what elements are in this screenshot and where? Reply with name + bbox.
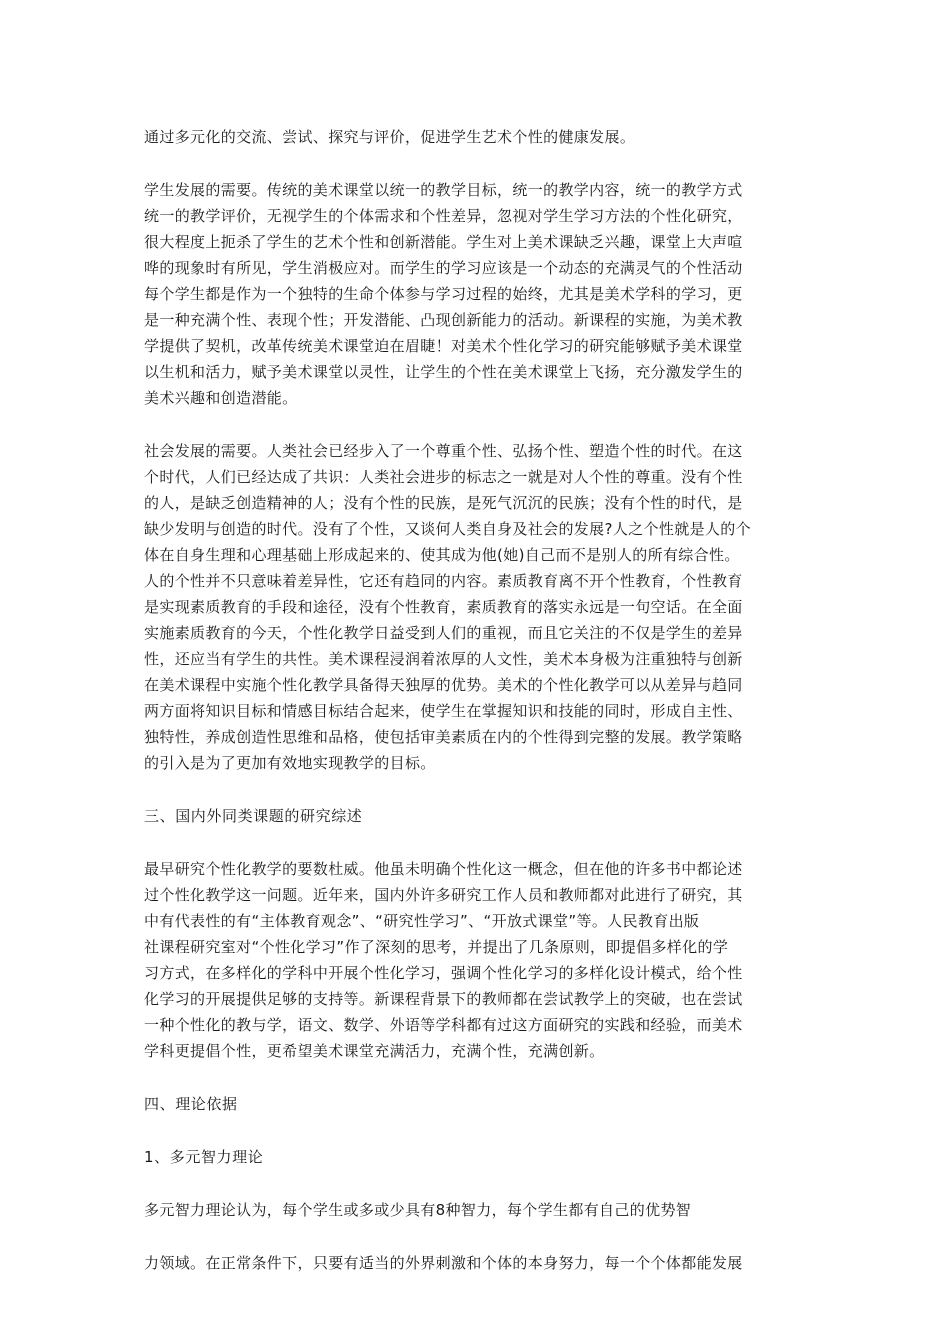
text-line: 社会发展的需要。人类社会已经步入了一个尊重个性、弘扬个性、塑造个性的时代。在这 [144,442,743,460]
text-line: 的人，是缺乏创造精神的人；没有个性的民族，是死气沉沉的民族；没有个性的时代，是 [144,494,743,512]
text-line: 独特性，养成创造性思维和品格，使包括审美素质在内的个性得到完整的发展。教学策略 [144,728,743,746]
subheading-multiple-intelligences [144,1144,808,1170]
document-body [144,124,808,1303]
text-line: 是实现素质教育的手段和途径，没有个性教育，素质教育的落实永远是一句空话。在全面 [144,598,743,616]
heading-text: 三、国内外同类课题的研究综述 [144,807,363,825]
text-line: 学科更提倡个性，更希望美术课堂充满活力，充满个性，充满创新。 [144,1042,605,1060]
text-line: 个时代，人们已经达成了共识：人类社会进步的标志之一就是对人个性的尊重。没有个性 [144,468,743,486]
text-line: 以生机和活力，赋予美术课堂以灵性，让学生的个性在美术课堂上飞扬，充分激发学生的 [144,363,743,381]
text-line: 学提供了契机，改革传统美术课堂迫在眉睫！对美术个性化学习的研究能够赋予美术课堂 [144,337,743,355]
text-line: 力领域。在正常条件下，只要有适当的外界刺激和个体的本身努力，每一个个体都能发展 [144,1254,743,1272]
text-line: 美术兴趣和创造潜能。 [144,389,298,407]
text-line: 两方面将知识目标和情感目标结合起来，使学生在掌握知识和技能的同时，形成自主性、 [144,702,743,720]
text-line: 社课程研究室对“个性化学习”作了深刻的思考，并提出了几条原则，即提倡多样化的学 [144,938,729,956]
text-line: 过个性化教学这一问题。近年来，国内外许多研究工作人员和教师都对此进行了研究，其 [144,886,743,904]
text-line: 是一种充满个性、表现个性；开发潜能、凸现创新能力的活动。新课程的实施，为美术教 [144,311,743,329]
text-line: 哗的现象时有所见，学生消极应对。而学生的学习应该是一个动态的充满灵气的个性活动 [144,259,743,277]
heading-text: 四、理论依据 [144,1095,238,1113]
text-line: 实施素质教育的今天，个性化教学日益受到人们的重视，而且它关注的不仅是学生的差异 [144,624,743,642]
theory-paragraph-part-2 [144,1250,808,1276]
text-line: 在美术课程中实施个性化教学具备得天独厚的优势。美术的个性化教学可以从差异与趋同 [144,676,743,694]
student-development-paragraph [144,177,808,411]
text-line: 统一的教学评价，无视学生的个体需求和个性差异，忽视对学生学习方法的个性化研究， [144,207,743,225]
research-review-paragraph [144,856,808,1064]
text-line: 体在自身生理和心理基础上形成起来的、使其成为他(她)自己而不是别人的所有综合性。 [144,546,740,564]
text-line: 多元智力理论认为，每个学生或多或少具有8种智力，每个学生都有自己的优势智 [144,1201,692,1219]
text-line: 缺少发明与创造的时代。没有了个性，又谈何人类自身及社会的发展?人之个性就是人的个 [144,520,751,538]
text-line: 通过多元化的交流、尝试、探究与评价，促进学生艺术个性的健康发展。 [144,128,636,146]
text-line: 中有代表性的有“主体教育观念”、“研究性学习”、“开放式课堂”等。人民教育出版 [144,912,700,930]
text-line: 人的个性并不只意味着差异性，它还有趋同的内容。素质教育离不开个性教育，个性教育 [144,572,743,590]
heading-text: 1、多元智力理论 [144,1148,264,1166]
section-heading-theory-basis [144,1091,808,1117]
text-line: 化学习的开展提供足够的支持等。新课程背景下的教师都在尝试教学上的突破，也在尝试 [144,990,743,1008]
intro-paragraph [144,124,808,150]
text-line: 性，还应当有学生的共性。美术课程浸润着浓厚的人文性，美术本身极为注重独特与创新 [144,650,743,668]
text-line: 的引入是为了更加有效地实现教学的目标。 [144,754,436,772]
text-line: 很大程度上扼杀了学生的艺术个性和创新潜能。学生对上美术课缺乏兴趣，课堂上大声喧 [144,233,743,251]
text-line: 学生发展的需要。传统的美术课堂以统一的教学目标，统一的教学内容，统一的教学方式 [144,181,743,199]
text-line: 习方式，在多样化的学科中开展个性化学习，强调个性化学习的多样化设计模式，给个性 [144,964,743,982]
section-heading-research-review [144,803,808,829]
theory-paragraph-part-1 [144,1197,808,1223]
text-line: 最早研究个性化教学的要数杜威。他虽未明确个性化这一概念，但在他的许多书中都论述 [144,860,743,878]
text-line: 每个学生都是作为一个独特的生命个体参与学习过程的始终，尤其是美术学科的学习，更 [144,285,743,303]
text-line: 一种个性化的教与学，语文、数学、外语等学科都有过这方面研究的实践和经验，而美术 [144,1016,743,1034]
social-development-paragraph [144,438,808,776]
